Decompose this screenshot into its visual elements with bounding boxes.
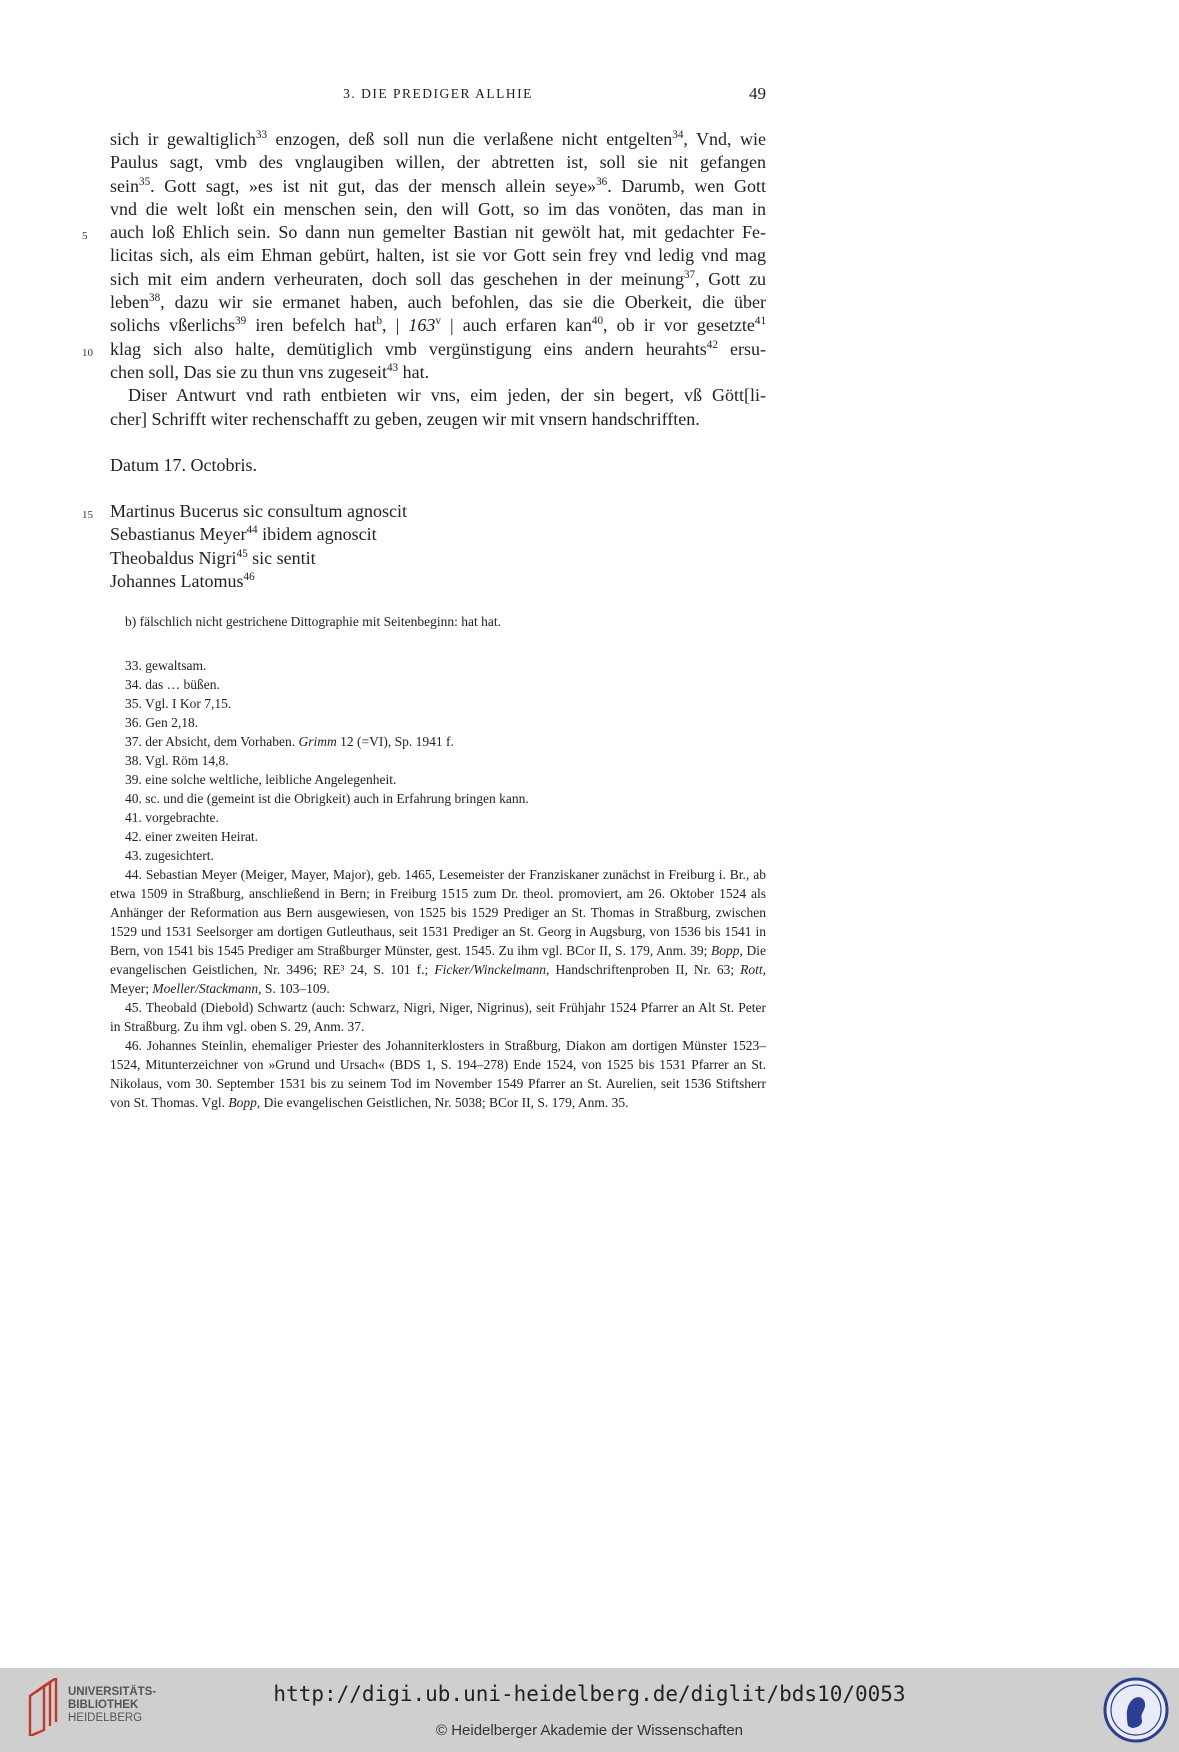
footnote-ref[interactable]: 35 — [139, 175, 151, 188]
footnote: 41. vorgebrachte. — [125, 810, 219, 825]
copyright-notice: © Heidelberger Akademie der Wissenschaften — [435, 1722, 744, 1739]
footnote: 45. Theobald (Diebold) Schwartz (auch: Schwarz, Nigri, Niger, Nigrinus), seit Frühjahr 1524 Pfarrer an Alt St. Peter in Straßburg. Zu ihm vgl. oben S. 29, Anm. 37. — [110, 1000, 766, 1034]
line-number: 15 — [82, 509, 93, 522]
folio-side: v — [435, 315, 441, 328]
footnote-ref[interactable]: 41 — [754, 315, 767, 328]
apparatus-note: b) fälschlich nicht gestrichene Dittographie mit Seitenbeginn: hat hat. — [125, 614, 502, 629]
footnote: 37. der Absicht, dem Vorhaben. Grimm 12 (=VI), Sp. 1941 f. — [125, 734, 454, 749]
footnote: 40. sc. und die (gemeint ist die Obrigkeit) auch in Erfahrung bringen kann. — [125, 791, 529, 806]
footnote: 34. das … büßen. — [125, 677, 220, 692]
footnote-ref[interactable]: 43 — [386, 362, 399, 375]
signature-line: Theobaldus Nigri$^{45}$ sic sentit — [110, 547, 316, 568]
text-line: sein$^{35}$. Gott sagt, »es ist nit gut, das der mensch allein seye»$^{36}$. Darumb, wen Gott — [110, 175, 766, 196]
footnote-ref[interactable]: 40 — [591, 315, 604, 328]
date-line: Datum 17. Octobris. — [110, 454, 257, 475]
footnote-ref[interactable]: 33 — [255, 129, 268, 142]
viewer-footer — [0, 1668, 1179, 1752]
text-line: leben$^{38}$, dazu wir sie ermanet haben, auch befohlen, das sie die Oberkeit, die über — [110, 292, 766, 313]
signature-line: 15 Martinus Bucerus sic consultum agnoscit — [110, 500, 766, 523]
footnote-ref[interactable]: 37 — [683, 268, 696, 281]
footnote-ref[interactable]: 46 — [243, 571, 255, 584]
folio-marker: 163 — [408, 315, 436, 336]
text-line: Paulus sagt, vmb des vnglaugiben willen, der abtretten ist, soll sie nit gefangen — [110, 152, 766, 173]
text-line: 5 auch loß Ehlich sein. So dann nun gemelter Bastian nit gewölt hat, mit gedachter Fe- — [110, 221, 766, 244]
footnote: 42. einer zweiten Heirat. — [125, 829, 259, 844]
text-line: cher] Schrifft witer rechenschafft zu geben, zeugen wir mit vnsern handschrifften. — [110, 408, 700, 429]
line-number: 5 — [82, 230, 88, 243]
page-number: 49 — [749, 84, 766, 103]
apparatus-ref[interactable]: b — [376, 315, 383, 328]
footnote-ref[interactable]: 39 — [235, 315, 247, 328]
text-line: solichs vßerlichs$^{39}$ iren befelch hat$^b$, | 163$^v$ | auch erfaren kan$^{40}$, ob ir vor gesetzte$^{41}$ — [110, 315, 767, 336]
running-title: 3. DIE PREDIGER ALLHIE — [343, 86, 533, 101]
footnote-ref[interactable]: 34 — [672, 129, 684, 142]
text-line: sich ir gewaltiglich$^{33}$ enzogen, deß soll nun die verlaßene nicht entgelten$^{34}$, Vnd, wie — [110, 129, 766, 149]
text-line: vnd die welt loßt ein menschen sein, den will Gott, so im das vonöten, das man in — [110, 198, 766, 219]
library-name: UNIVERSITÄTS- BIBLIOTHEK HEIDELBERG — [68, 1686, 157, 1724]
signature-line: Sebastianus Meyer$^{44}$ ibidem agnoscit — [110, 524, 377, 545]
line-number: 10 — [82, 346, 93, 359]
footnote-ref[interactable]: 45 — [236, 547, 248, 560]
running-head — [110, 84, 766, 108]
permalink-url[interactable]: http://digi.ub.uni-heidelberg.de/diglit/bds10/0053 — [273, 1682, 906, 1706]
text-line: licitas sich, als eim Ehman gebürt, halten, ist sie vor Gott sein frey vnd ledig vnd mag — [110, 245, 766, 266]
footnote: 39. eine solche weltliche, leibliche Angelegenheit. — [125, 772, 397, 787]
footnote-ref[interactable]: 36 — [596, 175, 608, 188]
footnote: 33. gewaltsam. — [125, 658, 207, 673]
footnote: 44. Sebastian Meyer (Meiger, Mayer, Major), geb. 1465, Lesemeister der Franziskaner zunächst in Freiburg i. Br., ab etwa 1509 in Straßburg, anschließend in Bern; in Freiburg 1515 zum Dr. theol. promoviert, am 26. Oktober 1524 als Anhänger der Reformation aus Bern ausgewiesen, von 1525 bis 1529 Prediger an St. Thomas in Straßburg, zwischen 1529 und 1531 Seelsorger am dortigen Gutleuthaus, seit 1531 Prediger an St. Georg in Augsburg, von 1536 bis 1541 in Bern, von 1541 bis 1545 Prediger am Straßburger Münster, gest. 1545. Zu ihm vgl. BCor II, S. 179, Anm. 39; Bopp, Die evangelischen Geistlichen, Nr. 3496; RE³ 24, S. 101 f.; Ficker/Winckelmann, Handschriftenproben II, Nr. 63; Rott, Meyer; Moeller/Stackmann, S. 103–109. — [110, 867, 767, 996]
text-line: sich mit eim andern verheuraten, doch soll das geschehen in der meinung$^{37}$, Gott zu — [110, 268, 766, 289]
footnote: 46. Johannes Steinlin, ehemaliger Priester des Johanniterklosters in Straßburg, Diakon am dortigen Münster 1523–1524, Mitunterzeichner von »Grund und Ursach« (BDS 1, S. 194–278) Ende 1524, von 1525 bis 1531 Pfarrer an St. Nikolaus, vom 30. September 1531 bis zu seinem Tod im November 1549 Pfarrer an St. Aurelien, seit 1536 Stiftsherr von St. Thomas. Vgl. Bopp, Die evangelischen Geistlichen, Nr. 5038; BCor II, S. 179, Anm. 35. — [110, 1038, 766, 1110]
text-line: Diser Antwurt vnd rath entbieten wir vns, eim jeden, der sin begert, vß Gött[li- — [128, 385, 766, 406]
footnote: 43. zugesichtert. — [125, 848, 214, 863]
text-line: 10 klag sich also halte, demütiglich vmb vergünstigung eins andern heurahts$^{42}$ ersu- — [110, 338, 766, 361]
academy-seal-icon — [1102, 1676, 1170, 1744]
footnote-ref[interactable]: 42 — [706, 338, 718, 351]
footnote: 35. Vgl. I Kor 7,15. — [125, 696, 232, 711]
signature-line: Johannes Latomus$^{46}$ — [110, 571, 255, 592]
footnote-ref[interactable]: 38 — [148, 292, 161, 305]
main-text — [82, 128, 767, 593]
footnotes — [110, 656, 766, 1112]
footnote: 36. Gen 2,18. — [125, 715, 199, 730]
footnote: 38. Vgl. Röm 14,8. — [125, 753, 229, 768]
footnote-ref[interactable]: 44 — [246, 524, 258, 537]
text-line: chen soll, Das sie zu thun vns zugeseit$^{43}$ hat. — [110, 361, 430, 382]
